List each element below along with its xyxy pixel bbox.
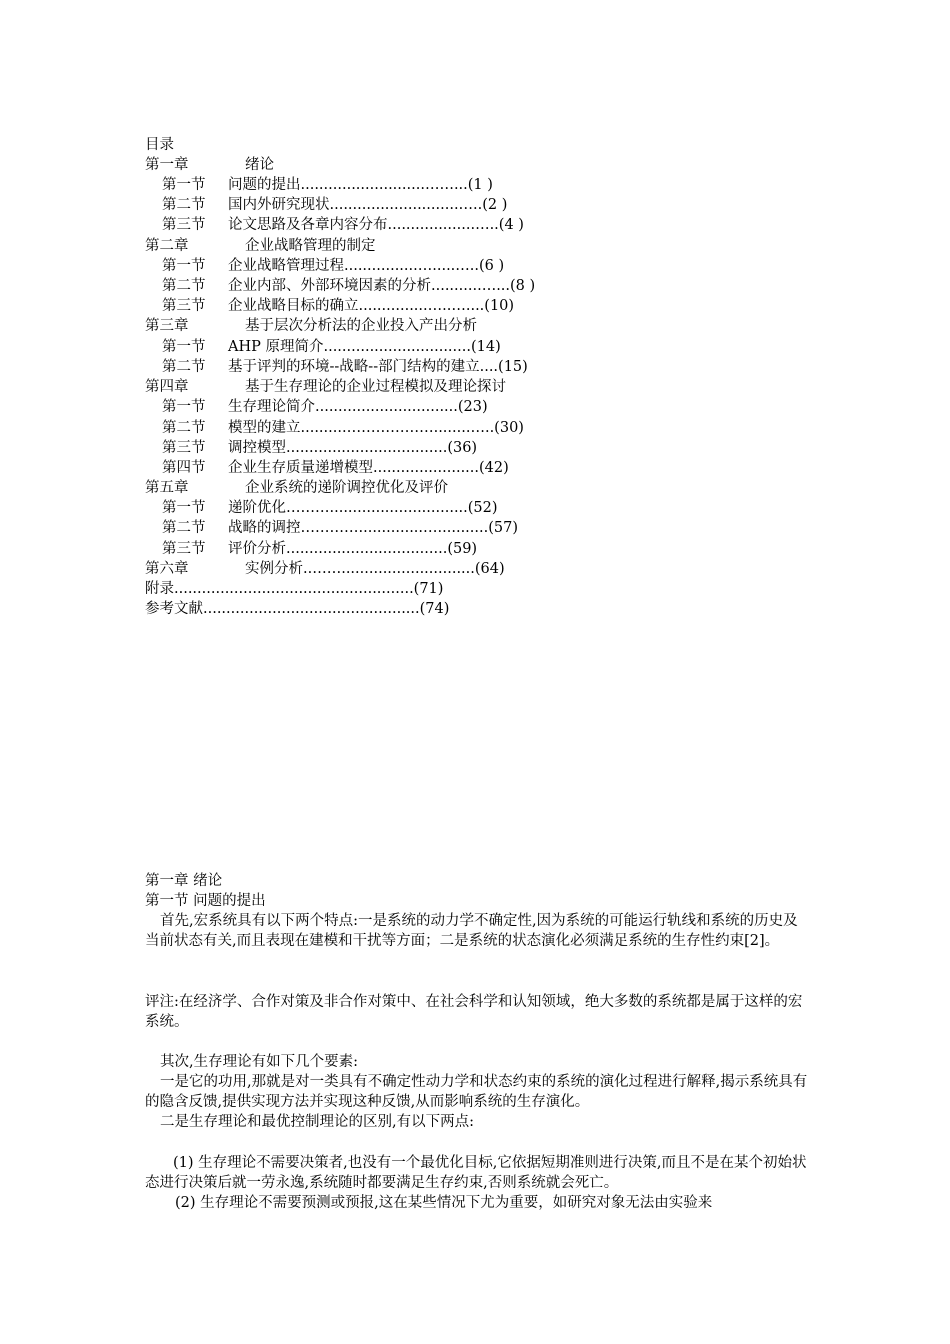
toc-section-entry <box>162 195 507 215</box>
chapter-title: 第一章 绪论 <box>145 873 223 889</box>
toc-text: 企业系统的递阶调控优化及评价 <box>245 480 448 496</box>
toc-section-entry <box>162 498 498 518</box>
toc-text: 基于生存理论的企业过程模拟及理论探讨 <box>245 379 506 395</box>
toc-number: 第一节 <box>162 339 206 355</box>
list-item: (1) 生存理论不需要决策者,也没有一个最优化目标,它依据短期准则进行决策,而且不是在某个初始状态进行决策后就一劳永逸,系统随时都要满足生存约束,否则系统就会死亡。 <box>145 1155 807 1191</box>
toc-text: 调控模型...................................(36) <box>228 440 478 456</box>
toc-section-entry <box>162 418 524 438</box>
toc-section-entry <box>162 337 501 357</box>
paragraph: 首先,宏系统具有以下两个特点:一是系统的动力学不确定性,因为系统的可能运行轨线和系统的历史及当前状态有关,而且表现在建模和干扰等方面；二是系统的状态演化必须满足系统的生存性约束[2]。 <box>145 913 798 949</box>
section-title: 第一节 问题的提出 <box>145 893 266 909</box>
toc-number: 第三章 <box>145 318 189 334</box>
toc-text: 参考文献...............................................(74) <box>145 601 450 617</box>
toc-number: 第三节 <box>162 298 206 314</box>
toc-text: 绪论 <box>245 157 274 173</box>
toc-text: 战略的调控…………..............…...........(57) <box>228 520 518 536</box>
toc-number: 第三节 <box>162 541 206 557</box>
toc-appendix-entry <box>145 579 443 599</box>
toc-number: 第二节 <box>162 420 206 436</box>
toc-text: 论文思路及各章内容分布...................…..(4 ) <box>228 217 524 233</box>
toc-chapter-entry <box>145 559 505 579</box>
toc-chapter-entry <box>145 377 506 397</box>
toc-text: 企业战略目标的确立...............…..…....(10) <box>228 298 515 314</box>
toc-number: 第三节 <box>162 217 206 233</box>
toc-section-entry <box>162 276 535 296</box>
toc-number: 第一节 <box>162 177 206 193</box>
toc-chapter-entry <box>145 316 477 336</box>
toc-text: 企业战略管理的制定 <box>245 238 376 254</box>
toc-number: 第二章 <box>145 238 189 254</box>
toc-references-entry <box>145 599 449 619</box>
toc-text: 企业生存质量递增模型.......................(42) <box>228 460 509 476</box>
toc-text: 基于层次分析法的企业投入产出分析 <box>245 318 477 334</box>
toc-section-entry <box>162 539 477 559</box>
toc-section-entry <box>162 458 509 478</box>
toc-section-entry <box>162 397 488 417</box>
toc-text: 递阶优化………..............................(52) <box>228 500 498 516</box>
toc-section-entry <box>162 438 477 458</box>
paragraph: 一是它的功用,那就是对一类具有不确定性动力学和状态约束的系统的演化过程进行解释,揭示系统具有的隐含反馈,提供实现方法并实现这种反馈,从而影响系统的生存演化。 <box>145 1074 808 1110</box>
toc-number: 第一节 <box>162 399 206 415</box>
toc-chapter-entry <box>145 155 274 175</box>
toc-number: 第六章 <box>145 561 189 577</box>
toc-section-entry <box>162 175 493 195</box>
toc-number: 第一节 <box>162 500 206 516</box>
paragraph: 其次,生存理论有如下几个要素: <box>160 1054 358 1070</box>
paragraph: 二是生存理论和最优控制理论的区别,有以下两点: <box>160 1114 474 1130</box>
toc-text: 问题的提出...........................……...(1 ) <box>228 177 493 193</box>
toc-text: 生存理论简介...............................(23) <box>228 399 488 415</box>
toc-number: 第三节 <box>162 440 206 456</box>
toc-number: 第一节 <box>162 258 206 274</box>
toc-section-entry <box>162 518 518 538</box>
toc-number: 第四节 <box>162 460 206 476</box>
toc-heading: 目录 <box>145 137 174 153</box>
toc-number: 第二节 <box>162 278 206 294</box>
toc-section-entry <box>162 296 514 316</box>
toc-text: 附录....................................................(71) <box>145 581 444 597</box>
toc-number: 第一章 <box>145 157 189 173</box>
toc-text: 企业内部、外部环境因素的分析...........…...(8 ) <box>228 278 536 294</box>
toc-section-entry <box>162 357 528 377</box>
toc-section-entry <box>162 215 524 235</box>
toc-section-entry <box>162 256 504 276</box>
toc-number: 第五章 <box>145 480 189 496</box>
toc-text: 评价分析...................................(59) <box>228 541 478 557</box>
toc-text: 国内外研究现状............................…..(2 ) <box>228 197 508 213</box>
toc-number: 第二节 <box>162 520 206 536</box>
toc-text: 实例分析..…….............................(64) <box>245 561 505 577</box>
toc-text: 模型的建立..........………………........…..(30) <box>228 420 524 436</box>
list-item: (2) 生存理论不需要预测或预报,这在某些情况下尤为重要，如研究对象无法由实验来 <box>175 1195 713 1211</box>
paragraph: 评注:在经济学、合作对策及非合作对策中、在社会科学和认知领域，绝大多数的系统都是属于这样的宏系统。 <box>145 994 803 1030</box>
toc-chapter-entry <box>145 236 376 256</box>
toc-text: 企业战略管理过程................….....…..(6 ) <box>228 258 505 274</box>
toc-chapter-entry <box>145 478 448 498</box>
toc-number: 第四章 <box>145 379 189 395</box>
toc-text: AHP 原理简介................................(14) <box>228 339 501 355</box>
toc-number: 第二节 <box>162 359 206 375</box>
toc-text: 基于评判的环境--战略--部门结构的建立....(15) <box>228 359 528 375</box>
toc-number: 第二节 <box>162 197 206 213</box>
